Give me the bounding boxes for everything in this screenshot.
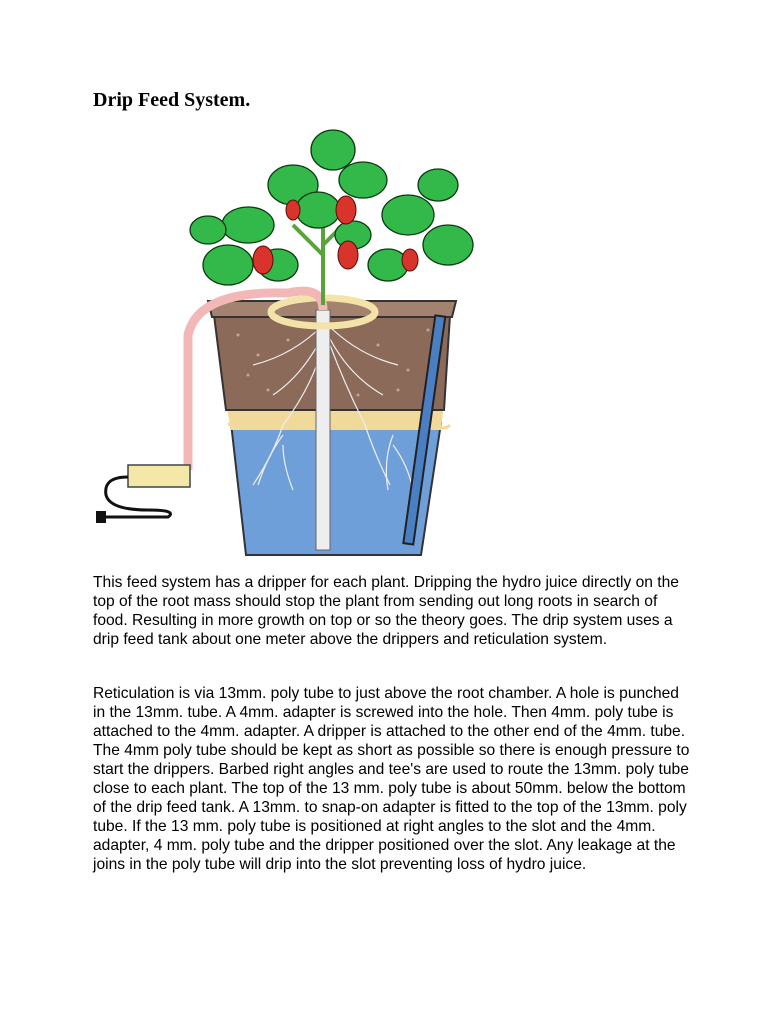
plant-pot-illustration [88,125,500,560]
pump-unit [128,465,190,487]
body-paragraph: This feed system has a dripper for each plant. Dripping the hydro juice directly on the top of the root mass should stop the plant from sending out long roots in search of food. Resulting in more growth on top or so the theory goes. The drip system uses a drip feed tank about one meter above the drippers and reticulation system. [93,574,679,648]
pot-rim [208,301,456,317]
page-title: Drip Feed System. [93,89,251,111]
body-paragraph: Reticulation is via 13mm. poly tube to just above the root chamber. A hole is punched in the 13mm. tube. A 4mm. adapter is screwed into the hole. Then 4mm. poly tube is attached to the 4mm. adapter. A dripper is attached to the other end of the 4mm. tube. The 4mm poly tube should be kept as short as possible so there is enough pressure to start the drippers. Barbed right angles and tee's are used to route the 13mm. poly tube close to each plant. The top of the 13 mm. poly tube is about 50mm. below the bottom of the drip feed tank. A 13mm. to snap-on adapter is fitted to the top of the 13mm. poly tube. If the 13 mm. poly tube is positioned at right angles to the slot and the 4mm. adapter, 4 mm. poly tube and the dripper positioned over the slot. Any leakage at the joins in the poly tube will drip into the slot preventing loss of hydro juice. [93,685,690,873]
center-tube [316,310,330,550]
